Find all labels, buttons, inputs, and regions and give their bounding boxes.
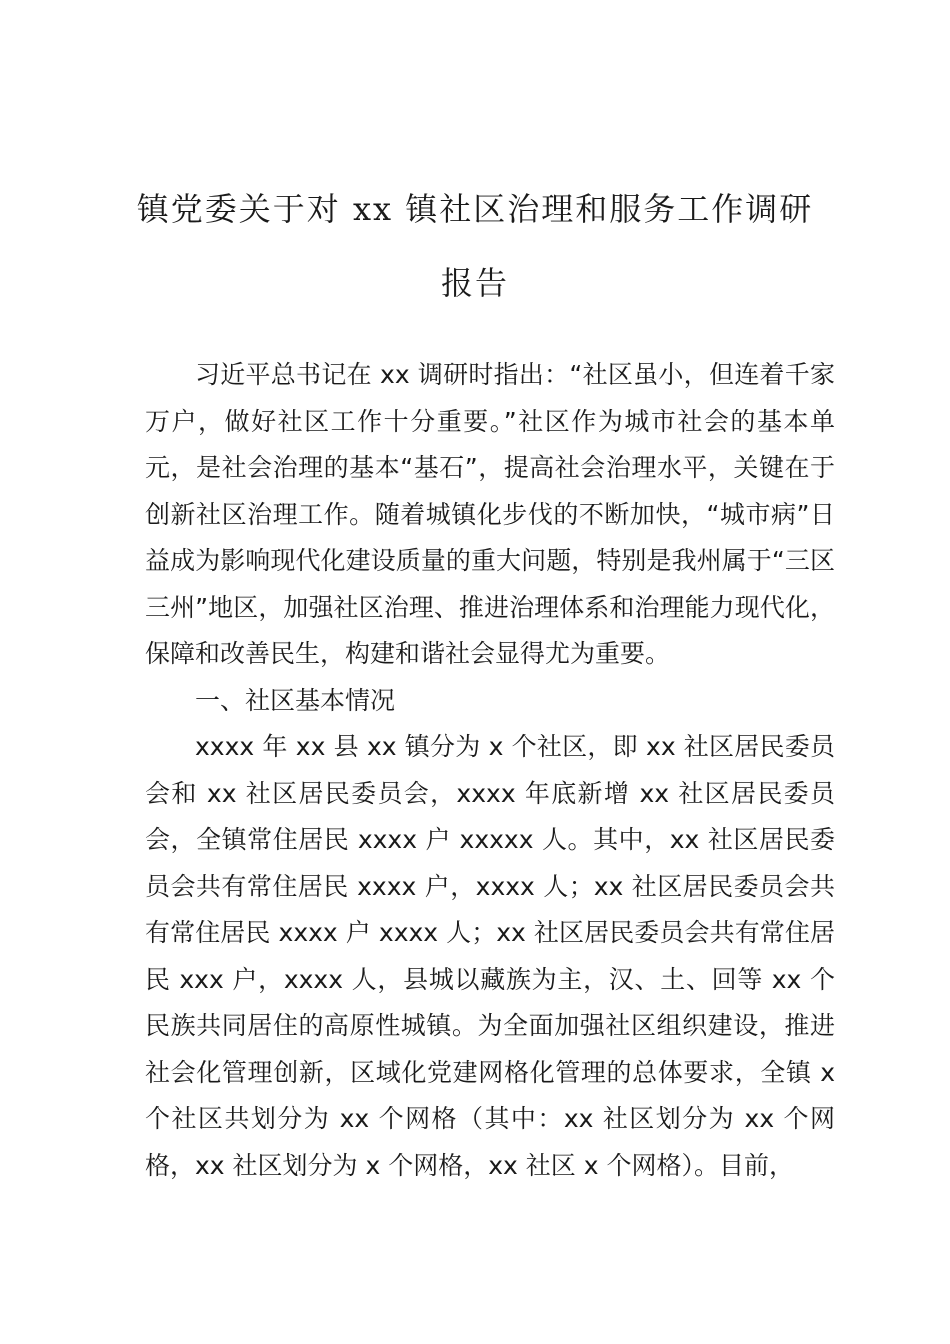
- section-heading-basic-info: 一、社区基本情况: [195, 685, 396, 715]
- document-body: [145, 352, 835, 1189]
- document-title: 镇党委关于对 xx 镇社区治理和服务工作调研报告: [136, 190, 814, 302]
- section-paragraph-basic-info: xxxx 年 xx 县 xx 镇分为 x 个社区，即 xx 社区居民委员会和 xx 社区居民委员会，xxxx 年底新增 xx 社区居民委员会，全镇常住居民 xxxx 户 xxxxx 人。其中，xx 社区居民委员会共有常住居民 xxxx 户，xxxx 人；xx 社区居民委员会共有常住居民 xxxx 户 xxxx 人；xx 社区居民委员会共有常住居民 xxx 户，xxxx 人，县城以藏族为主，汉、土、回等 xx 个民族共同居住的高原性城镇。为全面加强社区组织建设，推进社会化管理创新，区域化党建网格化管理的总体要求，全镇 x 个社区共划分为 xx 个网格（其中：xx 社区划分为 xx 个网格，xx 社区划分为 x 个网格，xx 社区 x 个网格）。目前，: [145, 732, 835, 1180]
- intro-paragraph: 习近平总书记在 xx 调研时指出：“社区虽小，但连着千家万户，做好社区工作十分重要。”社区作为城市社会的基本单元，是社会治理的基本“基石”，提高社会治理水平，关键在于创新社区治理工作。随着城镇化步伐的不断加快，“城市病”日益成为影响现代化建设质量的重大问题，特别是我州属于“三区三州”地区，加强社区治理、推进治理体系和治理能力现代化，保障和改善民生，构建和谐社会显得尤为重要。: [145, 360, 835, 668]
